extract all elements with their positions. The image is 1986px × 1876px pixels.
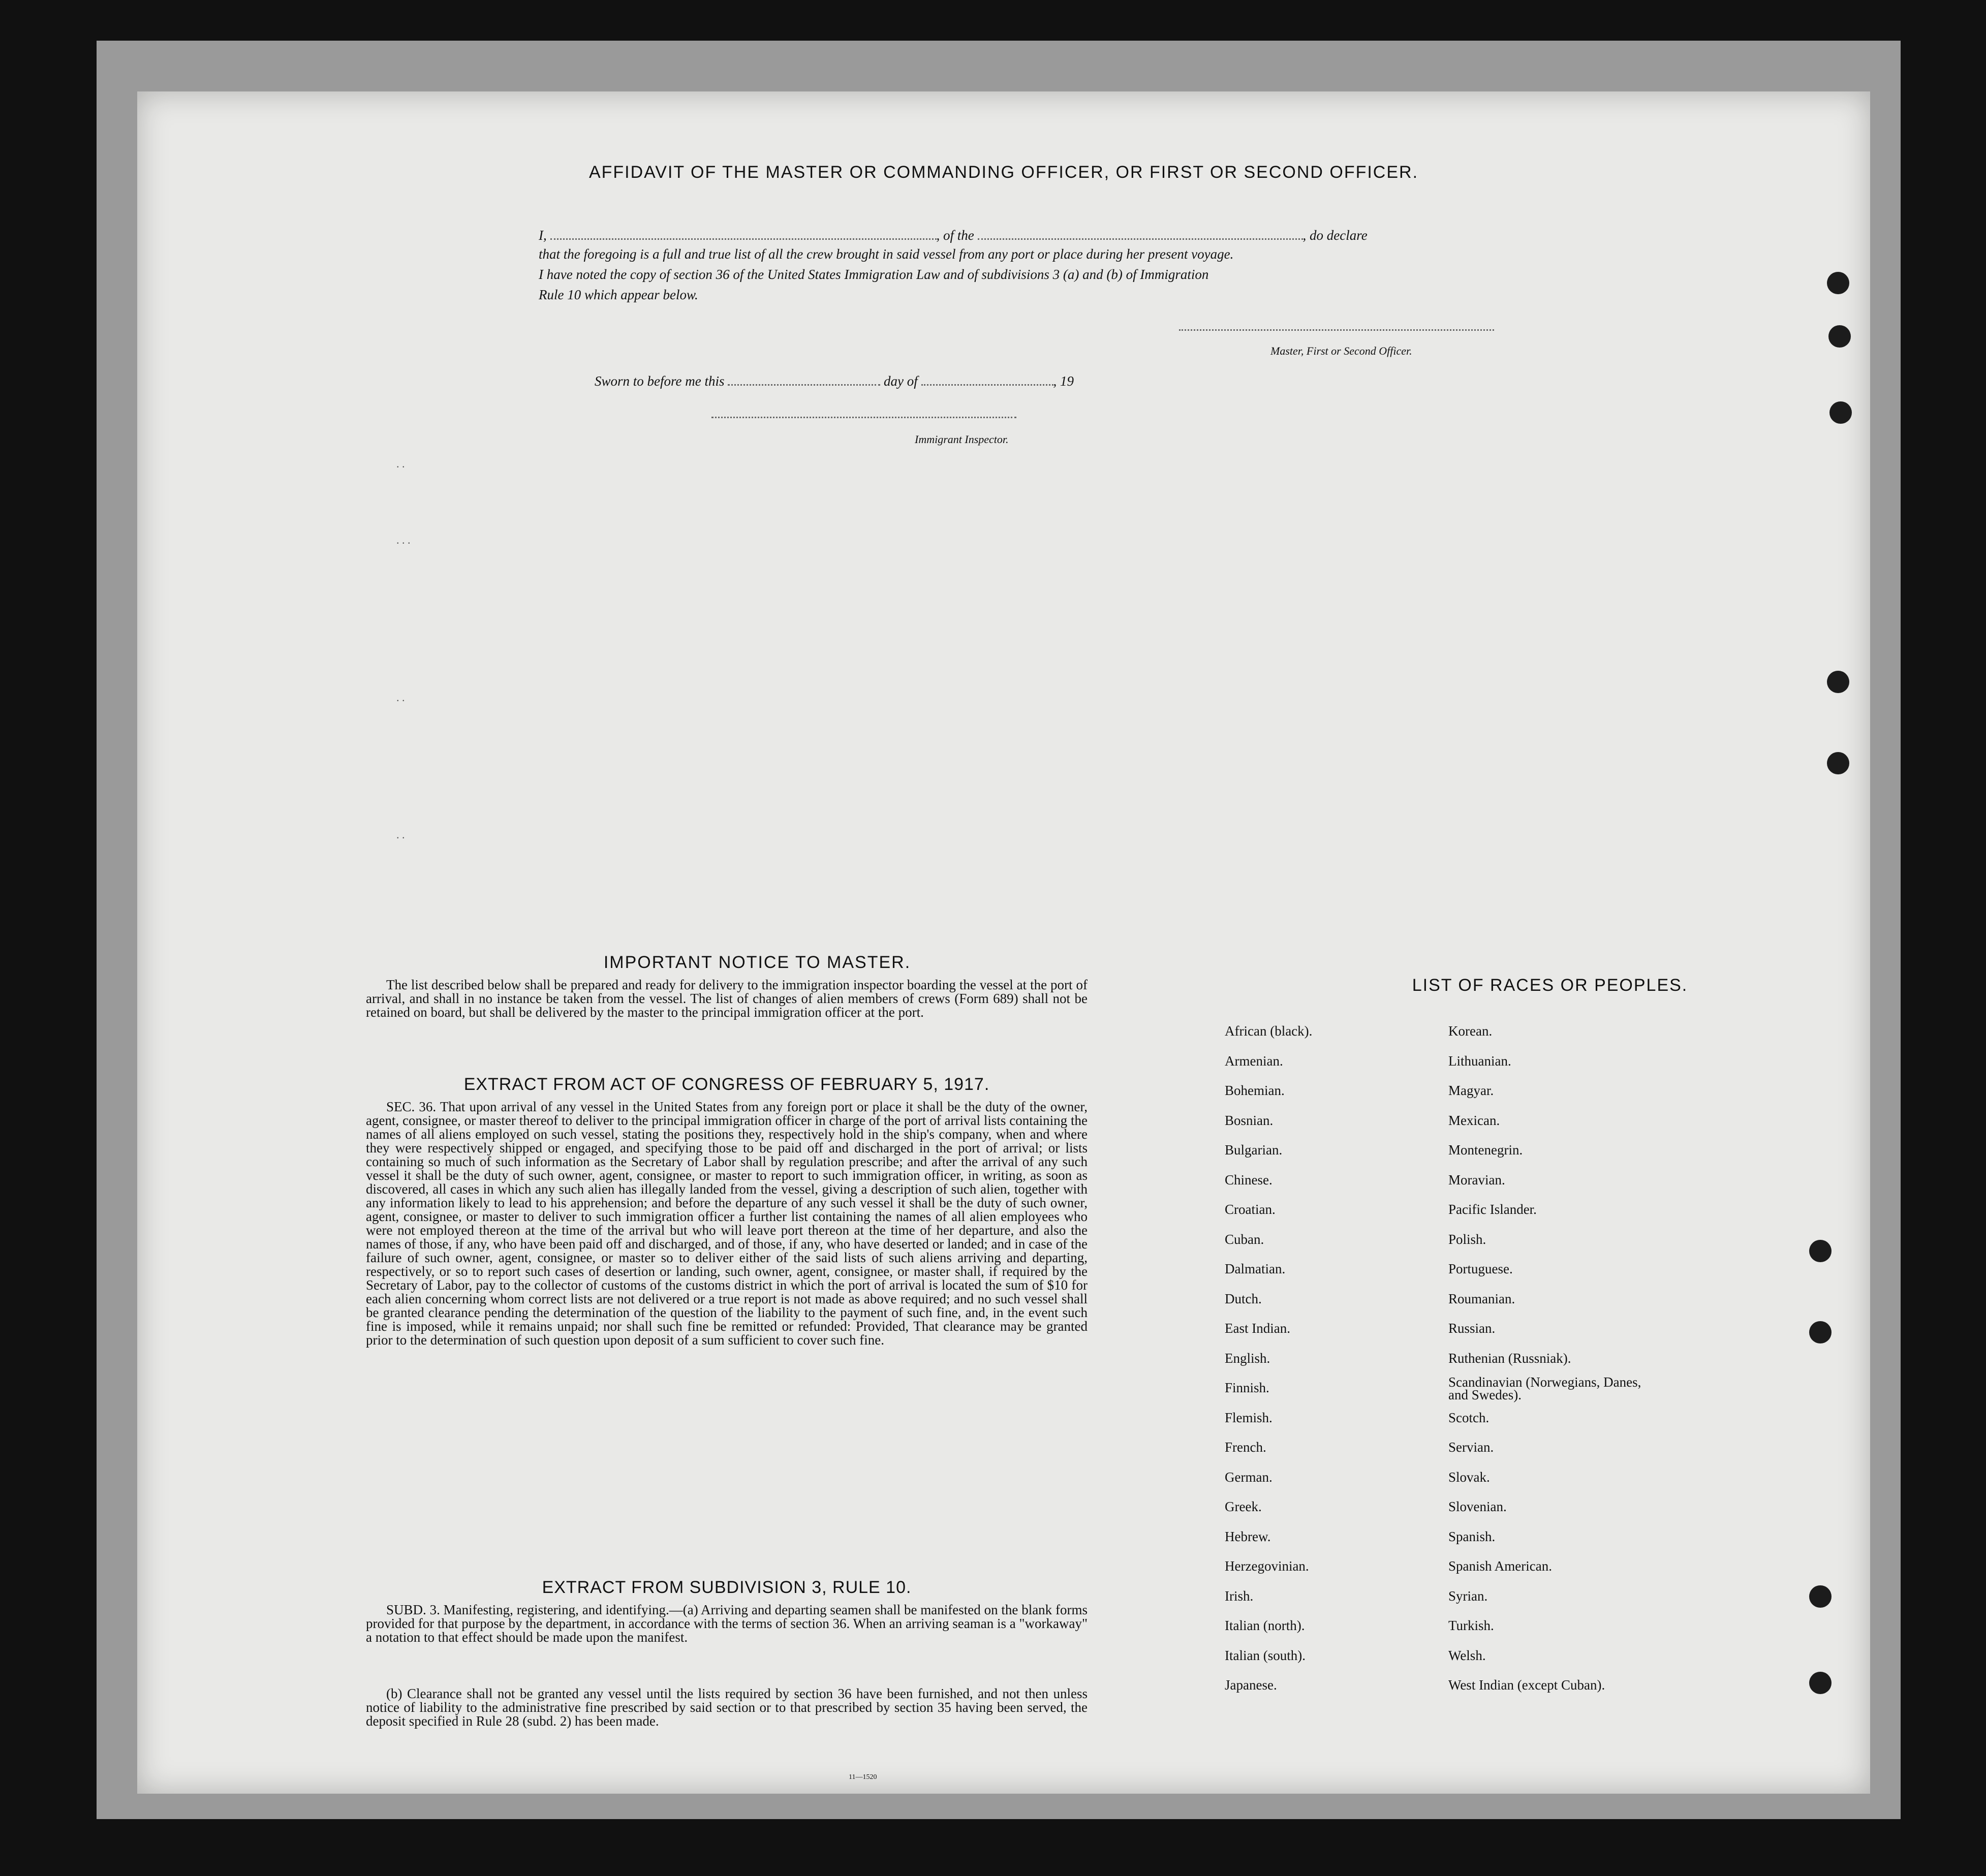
binder-hole-icon [1809,1321,1832,1343]
race-item: Turkish. [1448,1618,1494,1633]
race-item: Mexican. [1448,1112,1500,1128]
notice-body: The list described below shall be prepared and ready for delivery to the immigration inspector boarding the vessel at the port of arrival, and shall in no instance be taken from the vessel. The list of changes of alien members of crews (Form 689) shall not be retained on board, but shall be delivered by the master to the principal immigration officer at the port. [366,977,1088,1020]
race-item: Ruthenian (Russniak). [1448,1350,1571,1366]
race-item: Slovak. [1448,1469,1490,1485]
race-item: Magyar. [1448,1083,1494,1098]
sworn-line [595,372,1074,389]
sworn-month-field[interactable] [921,372,1053,386]
inspector-signature-field[interactable] [711,417,1016,418]
race-item: Hebrew. [1225,1528,1271,1544]
sworn-day-of-label: day of [884,373,918,389]
race-item: Spanish. [1448,1528,1496,1544]
race-item: Armenian. [1225,1053,1283,1069]
section-36-text: SEC. 36. That upon arrival of any vessel in the United States from any foreign port or place it shall be the duty of the owner, agent, consignee, or master thereof to deliver to the principal immigration officer in charge of the port of arrival lists containing the names of all aliens employed on such vessel, stating the positions they, respectively hold in the ship's company, when and where they were respectively shipped or engaged, and specifying those to be paid off and discharged in the port of arrival; or lists containing so much of such information as the Secretary of Labor shall by regulation prescribe; and after the arrival of any such vessel it shall be the duty of such owner, agent, consignee, or master to report to such immigration officer, in writing, as soon as discovered, all cases in which any such alien has illegally landed from the vessel, giving a description of such alien, together with any information likely to lead to his apprehension; and before the departure of any such vessel it shall be the duty of such owner, agent, consignee, or master to deliver to such immigration officer a further list containing the names of all alien employees who were not employed thereon at the time of the arrival but who will leave port thereon at the time of her departure, and also the names of those, if any, who have been paid off and discharged, and of those, if any, who have deserted or landed; and in case of the failure of such owner, agent, consignee, or master so to deliver either of the said lists of such aliens arriving and departing, respectively, or so to report such cases of desertion or landing, such owner, agent, consignee, or master shall, if required by the Secretary of Labor, pay to the collector of customs of the customs district in which the port of arrival is located the sum of $10 for each alien concerning whom correct lists are not delivered or a true report is not made as above required; and no such vessel shall be granted clearance pending the determination of the question of the liability to the payment of such fine, and, in the event such fine is imposed, while it remains unpaid; nor shall such fine be remitted or refunded: Provided, That clearance may be granted prior to the determination of such question upon deposit of a sum sufficient to cover such fine. [366,1099,1088,1348]
subdivision-a-text: SUBD. 3. Manifesting, registering, and identifying.—(a) Arriving and departing seamen shall be manifested on the blank forms provided for that purpose by the department, in accordance with the terms of section 36. When an arriving seaman is a "workaway" a notation to that effect should be made upon the manifest. [366,1602,1088,1645]
affidavit-declaration-line [539,226,1368,243]
binder-hole-icon [1809,1672,1832,1694]
affidavit-line-2: that the foregoing is a full and true list of all the crew brought in said vessel from any port or place during her present voyage. [539,246,1234,262]
race-item: Italian (south). [1225,1647,1306,1663]
binder-hole-icon [1829,401,1852,424]
sworn-day-field[interactable] [728,372,880,386]
race-item: Slovenian. [1448,1499,1507,1514]
race-item: Lithuanian. [1448,1053,1511,1069]
race-item: Scotch. [1448,1410,1490,1425]
race-item: Russian. [1448,1321,1496,1336]
sworn-year-label: , 19 [1053,373,1074,389]
race-item: Greek. [1225,1499,1262,1514]
inspector-signature-label: Immigrant Inspector. [915,433,1009,446]
race-item: Finnish. [1225,1380,1269,1395]
race-item: Bohemian. [1225,1083,1285,1098]
race-item: Irish. [1225,1588,1254,1604]
form-number: 11—1520 [849,1773,877,1781]
race-item: Montenegrin. [1448,1142,1523,1158]
race-item: German. [1225,1469,1273,1485]
race-item: West Indian (except Cuban). [1448,1677,1605,1693]
stray-marks: . . [396,828,405,841]
race-item: Welsh. [1448,1647,1486,1663]
binder-hole-icon [1827,752,1849,774]
master-signature-label: Master, First or Second Officer. [1270,345,1412,357]
master-signature-field[interactable] [1179,329,1494,331]
race-item: Syrian. [1448,1588,1488,1604]
binder-hole-icon [1827,671,1849,693]
races-right-column [1448,1016,1662,1700]
races-list-title: LIST OF RACES OR PEOPLES. [1412,976,1688,995]
master-name-field[interactable] [550,226,937,240]
vessel-name-field[interactable] [978,226,1303,240]
stray-marks: . . [396,691,405,704]
race-item: East Indian. [1225,1321,1290,1336]
race-item: Bosnian. [1225,1112,1274,1128]
affidavit-of-the-label: , of the [936,228,974,243]
races-left-column [1225,1016,1312,1700]
binder-hole-icon [1809,1240,1832,1262]
race-item: Dalmatian. [1225,1261,1286,1276]
race-item: Roumanian. [1448,1291,1515,1306]
affidavit-line-4: Rule 10 which appear below. [539,287,698,302]
race-item: Polish. [1448,1231,1486,1247]
binder-hole-icon [1809,1585,1832,1608]
sworn-prefix-label: Sworn to before me this [595,373,725,389]
race-item: Herzegovinian. [1225,1558,1309,1574]
stray-marks: . . . [396,534,411,546]
race-item: Pacific Islander. [1448,1202,1537,1217]
act-extract-title: EXTRACT FROM ACT OF CONGRESS OF FEBRUARY 5, 1917. [463,1075,990,1094]
binder-hole-icon [1827,272,1849,294]
race-item: African (black). [1225,1023,1313,1039]
affidavit-line-3: I have noted the copy of section 36 of the United States Immigration Law and of subdivisions 3 (a) and (b) of Immigration [539,267,1209,282]
race-item: Spanish American. [1448,1558,1552,1574]
form-page [137,91,1870,1794]
race-item: Korean. [1448,1023,1493,1039]
race-item: Croatian. [1225,1202,1276,1217]
race-item: Japanese. [1225,1677,1277,1693]
race-item: Moravian. [1448,1172,1505,1187]
notice-title: IMPORTANT NOTICE TO MASTER. [603,953,911,972]
race-item: French. [1225,1440,1266,1455]
race-item: Bulgarian. [1225,1142,1283,1158]
race-item: Dutch. [1225,1291,1262,1306]
race-item: Italian (north). [1225,1618,1305,1633]
subdivision-b-text: (b) Clearance shall not be granted any vessel until the lists required by section 36 have been furnished, and not then unless notice of liability to the administrative fine prescribed by said section or to that prescribed by section 35 having been served, the deposit specified in Rule 28 (subd. 2) has been made. [366,1686,1088,1729]
stray-marks: . . [396,457,405,470]
race-item: English. [1225,1350,1270,1366]
rule-extract-title: EXTRACT FROM SUBDIVISION 3, RULE 10. [542,1578,912,1597]
affidavit-i-label: I, [539,228,547,243]
race-item: Servian. [1448,1440,1494,1455]
race-item: Scandinavian (Norwegians, Danes, and Swedes). [1448,1374,1641,1402]
affidavit-declare-label: , do declare [1302,228,1368,243]
affidavit-title: AFFIDAVIT OF THE MASTER OR COMMANDING OFFICER, OR FIRST OR SECOND OFFICER. [588,163,1419,182]
binder-hole-icon [1828,325,1851,348]
race-item: Cuban. [1225,1231,1264,1247]
race-item: Chinese. [1225,1172,1273,1187]
race-item: Portuguese. [1448,1261,1513,1276]
race-item: Flemish. [1225,1410,1273,1425]
